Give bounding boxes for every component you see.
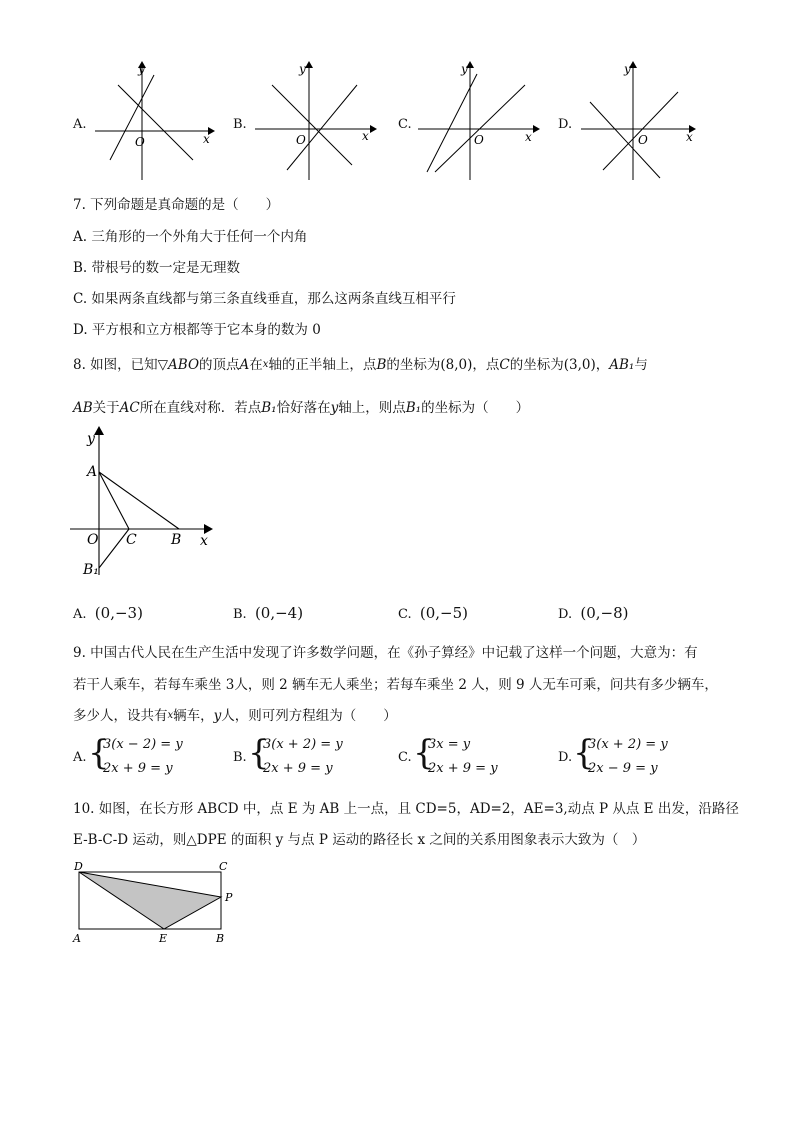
- fig-label-c: C: [126, 532, 137, 548]
- fig-label-a: A: [73, 932, 81, 945]
- q7-option-d: D. 平方根和立方根都等于它本身的数为 0: [73, 322, 321, 338]
- axis-y-label: y: [299, 62, 306, 76]
- option-letter: B.: [233, 117, 247, 132]
- axis-x-label: x: [686, 130, 693, 144]
- fig-label-d: D: [74, 860, 83, 873]
- fig-label-o: O: [87, 532, 99, 548]
- axis-y-label: y: [624, 62, 631, 76]
- q9-line2: 若干人乘车，若每车乘坐 3人，则 2 辆车无人乘坐；若每车乘坐 2 人，则 9 人无车可乘，问共有多少辆车，: [73, 677, 718, 693]
- graph-d: [578, 60, 703, 185]
- q8-stem-line2: AB关于AC所在直线对称．若点B₁恰好落在y轴上，则点B₁的坐标为（ ）: [73, 400, 530, 416]
- axis-y-label: y: [138, 62, 145, 76]
- graph-c: [415, 60, 540, 185]
- q8-figure: [70, 425, 220, 585]
- fig-label-y: y: [87, 431, 95, 447]
- option-letter: D.: [558, 117, 573, 132]
- option-letter: A.: [73, 117, 87, 132]
- graph-b: [252, 60, 377, 185]
- axis-x-label: x: [525, 130, 532, 144]
- axis-y-label: y: [461, 62, 468, 76]
- q7-option-b: B. 带根号的数一定是无理数: [73, 260, 241, 276]
- q7-option-c: C. 如果两条直线都与第三条直线垂直，那么这两条直线互相平行: [73, 291, 456, 307]
- q9-line1: 9. 中国古代人民在生产生活中发现了许多数学问题，在《孙子算经》中记载了这样一个问题，大意为：有: [73, 645, 698, 661]
- option-letter: C.: [398, 117, 412, 132]
- q7-stem: 7. 下列命题是真命题的是（ ）: [73, 197, 280, 213]
- fig-label-c: C: [219, 860, 228, 873]
- q10-line1: 10. 如图，在长方形 ABCD 中，点 E 为 AB 上一点，且 CD=5，AD=2，AE=3,动点 P 从点 E 出发，沿路径: [73, 801, 739, 817]
- fig-label-b1: B₁: [83, 562, 99, 578]
- origin-label: O: [474, 133, 484, 147]
- fig-label-b: B: [171, 532, 182, 548]
- graph-a: [90, 60, 215, 185]
- q9-line3: 多少人，设共有x辆车，y人，则可列方程组为（ ）: [73, 708, 397, 724]
- q10-figure: [70, 857, 240, 947]
- fig-label-e: E: [159, 932, 168, 945]
- q10-line2: E-B-C-D 运动，则△DPE 的面积 y 与点 P 运动的路径长 x 之间的关系用图象表示大致为（ ）: [73, 832, 646, 848]
- q7-option-a: A. 三角形的一个外角大于任何一个内角: [73, 229, 308, 245]
- fig-label-p: P: [225, 891, 233, 904]
- origin-label: O: [638, 133, 648, 147]
- axis-x-label: x: [362, 129, 369, 143]
- axis-x-label: x: [203, 132, 210, 146]
- fig-label-x: x: [200, 533, 208, 549]
- origin-label: O: [135, 135, 145, 149]
- q8-stem-line1: 8. 如图，已知▽ABO的顶点A在x轴的正半轴上，点B的坐标为(8,0)，点C的坐标为(3,0)，AB₁与: [73, 357, 648, 373]
- fig-label-b: B: [216, 932, 225, 945]
- fig-label-a: A: [87, 464, 98, 480]
- origin-label: O: [296, 133, 306, 147]
